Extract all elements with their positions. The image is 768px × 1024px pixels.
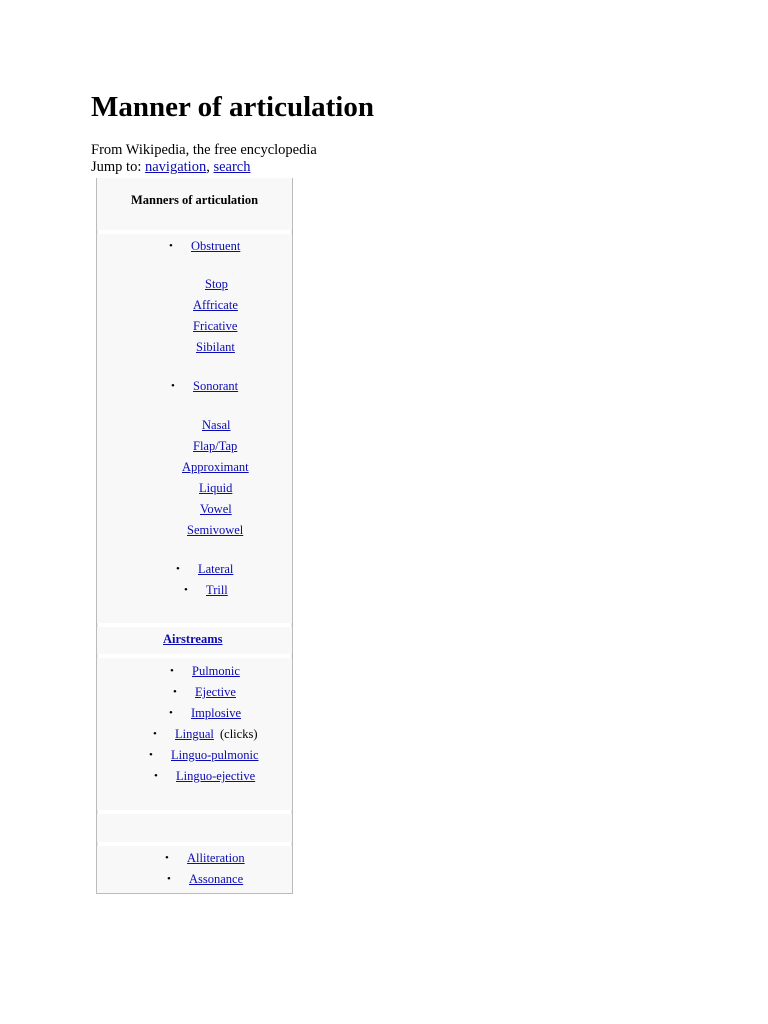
lingual-clicks-note: (clicks) <box>220 727 258 741</box>
navbox-border-tick <box>291 842 292 846</box>
bullet-icon: • <box>176 563 180 575</box>
ejective-link[interactable]: Ejective <box>195 685 236 699</box>
semivowel-link[interactable]: Semivowel <box>187 523 244 537</box>
navbox-border-tick <box>97 654 98 658</box>
navbox-divider <box>97 654 292 658</box>
implosive-link[interactable]: Implosive <box>191 706 241 720</box>
stop-link[interactable]: Stop <box>205 277 228 291</box>
navbox-heading: Manners of articulation <box>130 193 259 207</box>
bullet-icon: • <box>153 728 157 740</box>
bullet-icon: • <box>169 707 173 719</box>
fricative-link[interactable]: Fricative <box>193 319 238 333</box>
liquid-link[interactable]: Liquid <box>199 481 233 495</box>
bullet-icon: • <box>173 686 177 698</box>
sonorant-link[interactable]: Sonorant <box>193 379 239 393</box>
jump-to-separator: , <box>206 159 210 175</box>
lingual-link[interactable]: Lingual <box>175 727 214 741</box>
navbox-border-tick <box>291 230 292 234</box>
page-title: Manner of articulation <box>91 91 374 123</box>
bullet-icon: • <box>165 852 169 864</box>
sibilant-link[interactable]: Sibilant <box>196 340 235 354</box>
bullet-icon: • <box>167 873 171 885</box>
navbox-border-tick <box>291 654 292 658</box>
pulmonic-link[interactable]: Pulmonic <box>192 664 240 678</box>
trill-link[interactable]: Trill <box>206 583 228 597</box>
jump-to-label: Jump to: <box>91 159 142 175</box>
flap-tap-link[interactable]: Flap/Tap <box>193 439 238 453</box>
bullet-icon: • <box>170 665 174 677</box>
navbox-divider <box>97 623 292 627</box>
manners-navbox <box>96 178 293 894</box>
navbox-border-tick <box>291 810 292 814</box>
vowel-link[interactable]: Vowel <box>200 502 232 516</box>
navbox-divider <box>97 842 292 846</box>
approximant-link[interactable]: Approximant <box>182 460 249 474</box>
linguo-pulmonic-link[interactable]: Linguo-pulmonic <box>171 748 259 762</box>
lateral-link[interactable]: Lateral <box>198 562 234 576</box>
navbox-border-tick <box>97 623 98 627</box>
bullet-icon: • <box>184 584 188 596</box>
affricate-link[interactable]: Affricate <box>193 298 238 312</box>
navbox-border-tick <box>291 623 292 627</box>
navbox-divider <box>97 230 292 234</box>
navbox-border-tick <box>97 810 98 814</box>
jump-to-search-link[interactable]: search <box>213 159 251 175</box>
navbox-border-tick <box>97 230 98 234</box>
obstruent-link[interactable]: Obstruent <box>191 239 241 253</box>
bullet-icon: • <box>149 749 153 761</box>
navbox-border-tick <box>97 842 98 846</box>
jump-to-bar <box>91 159 250 176</box>
page-tagline: From Wikipedia, the free encyclopedia <box>91 142 317 158</box>
airstreams-heading-link[interactable]: Airstreams <box>163 632 223 646</box>
bullet-icon: • <box>169 240 173 252</box>
nasal-link[interactable]: Nasal <box>202 418 231 432</box>
linguo-ejective-link[interactable]: Linguo-ejective <box>176 769 256 783</box>
alliteration-link[interactable]: Alliteration <box>187 851 245 865</box>
assonance-link[interactable]: Assonance <box>189 872 244 886</box>
jump-to-navigation-link[interactable]: navigation <box>144 159 207 175</box>
bullet-icon: • <box>154 770 158 782</box>
bullet-icon: • <box>171 380 175 392</box>
navbox-divider <box>97 810 292 814</box>
